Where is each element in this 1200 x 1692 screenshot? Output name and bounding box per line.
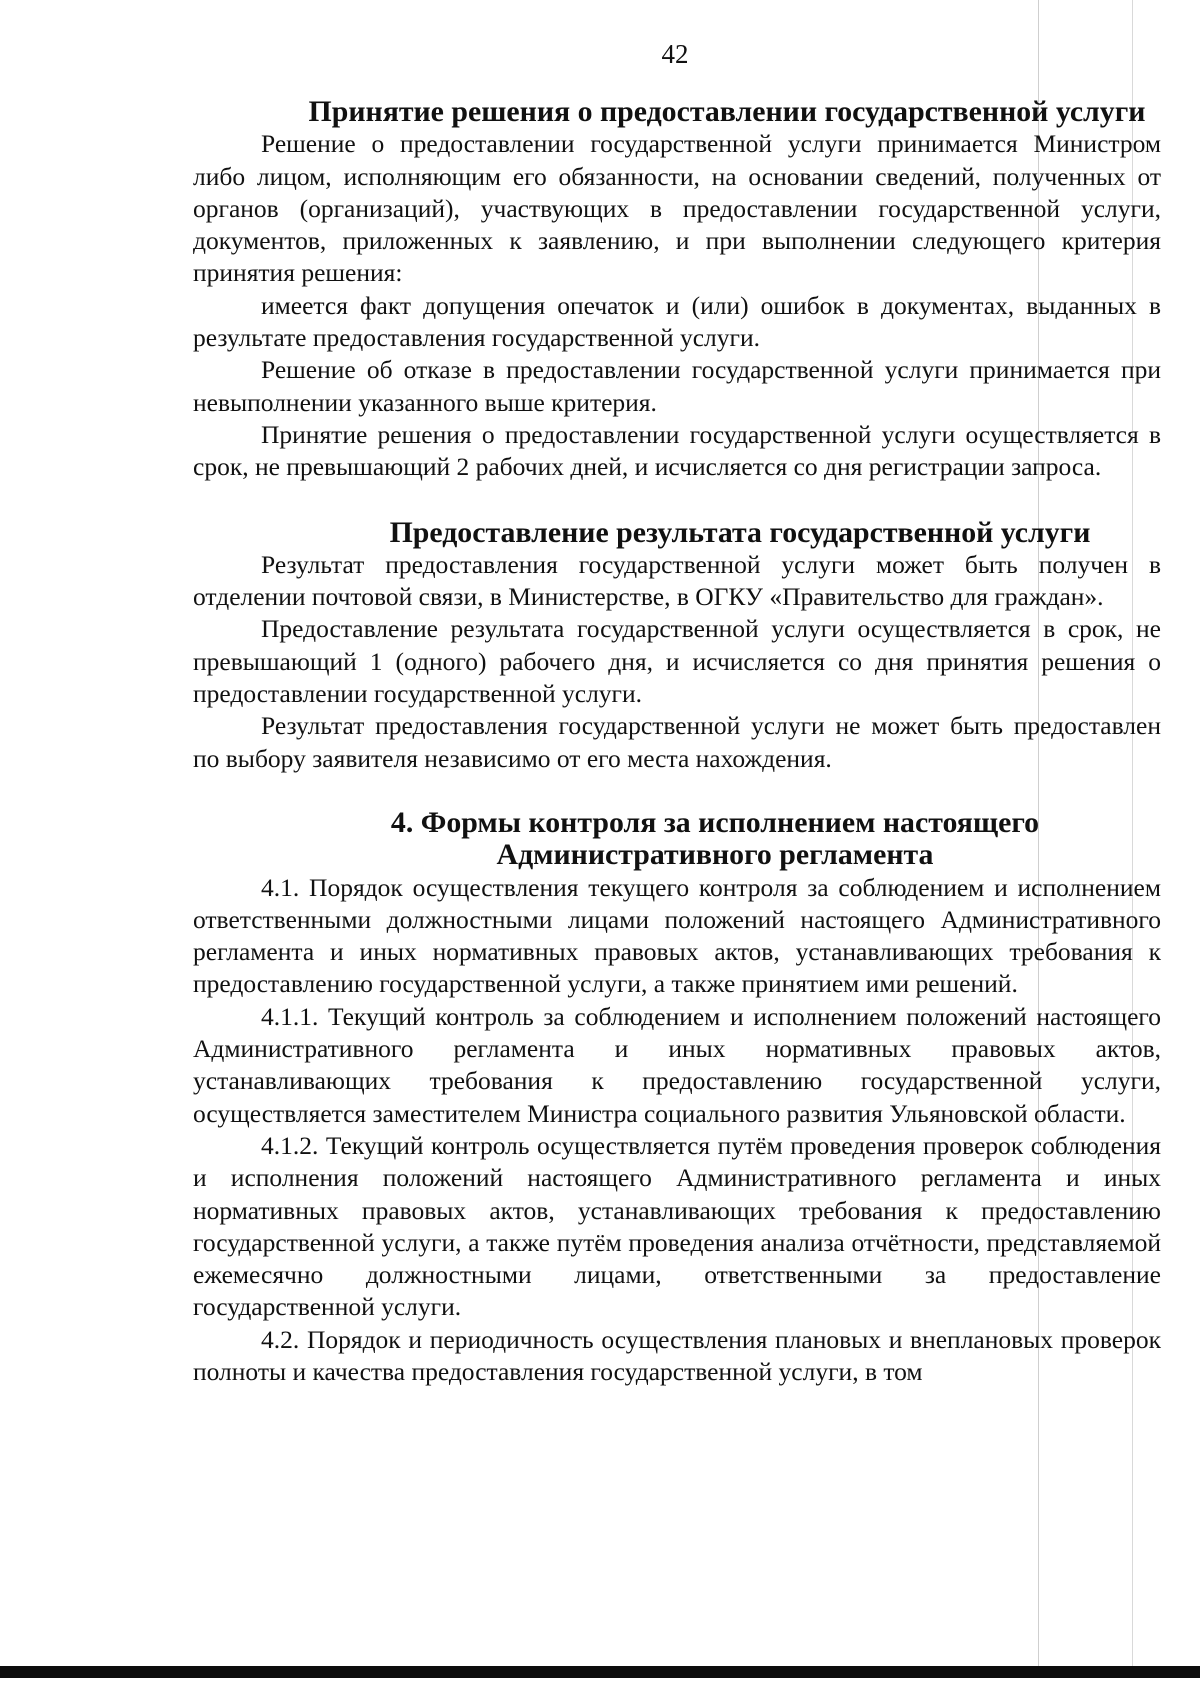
scan-bottom-border [0,1666,1200,1678]
paragraph: Предоставление результата государственной услуги осуществляется в срок, не превышающий 1 (одного) рабочего дня, и исчисляется со дня принятия решения о предоставлении государственной услуги. [193,614,1161,709]
page-number: 42 [661,39,689,69]
paragraph: Решение о предоставлении государственной услуги принимается Министром либо лицом, исполняющим его обязанности, на основании сведений, полученных от органов (организаций), участвующих в предоставлении государственной услуги, документов, приложенных к заявлению, и при выполнении следующего критерия принятия решения: [193,129,1161,288]
paragraph: 4.1.1. Текущий контроль за соблюдением и исполнением положений настоящего Административного регламента и иных нормативных правовых актов, устанавливающих требования к предоставлению государственной услуги, осуществляется заместителем Министра социального развития Ульяновской области. [193,1001,1161,1128]
paragraph: 4.1. Порядок осуществления текущего контроля за соблюдением и исполнением ответственными должностными лицами положений настоящего Административного регламента и иных нормативных правовых актов, устанавливающих требования к предоставлению государственной услуги, а также принятием ими решений. [193,872,1161,999]
section-heading: Принятие решения о предоставлении государственной услуги [308,95,1146,128]
section-heading: 4. Формы контроля за исполнением настоящего Административного регламента [390,805,1040,872]
paragraph: Решение об отказе в предоставлении государственной услуги принимается при невыполнении указанного выше критерия. [193,355,1161,417]
paragraph: 4.1.2. Текущий контроль осуществляется путём проведения проверок соблюдения и исполнения положений настоящего Административного регламента и иных нормативных правовых актов, устанавливающих требования к предоставлению государственной услуги, а также путём проведения анализа отчётности, представляемой ежемесячно должностными лицами, ответственными за предоставление государственной услуги. [193,1130,1161,1322]
paragraph: Результат предоставления государственной услуги не может быть предоставлен по выбору заявителя независимо от его места нахождения. [193,711,1161,773]
document-body [193,96,1161,1388]
paragraph: имеется факт допущения опечаток и (или) ошибок в документах, выданных в результате предоставления государственной услуги. [193,290,1161,353]
paragraph: Результат предоставления государственной услуги может быть получен в отделении почтовой связи, в Министерстве, в ОГКУ «Правительство для граждан». [193,549,1161,612]
paragraph: 4.2. Порядок и периодичность осуществления плановых и внеплановых проверок полноты и качества предоставления государственной услуги, в том [193,1324,1161,1386]
paragraph: Принятие решения о предоставлении государственной услуги осуществляется в срок, не превышающий 2 рабочих дней, и исчисляется со дня регистрации запроса. [193,419,1161,482]
section-heading: Предоставление результата государственной услуги [389,515,1091,549]
